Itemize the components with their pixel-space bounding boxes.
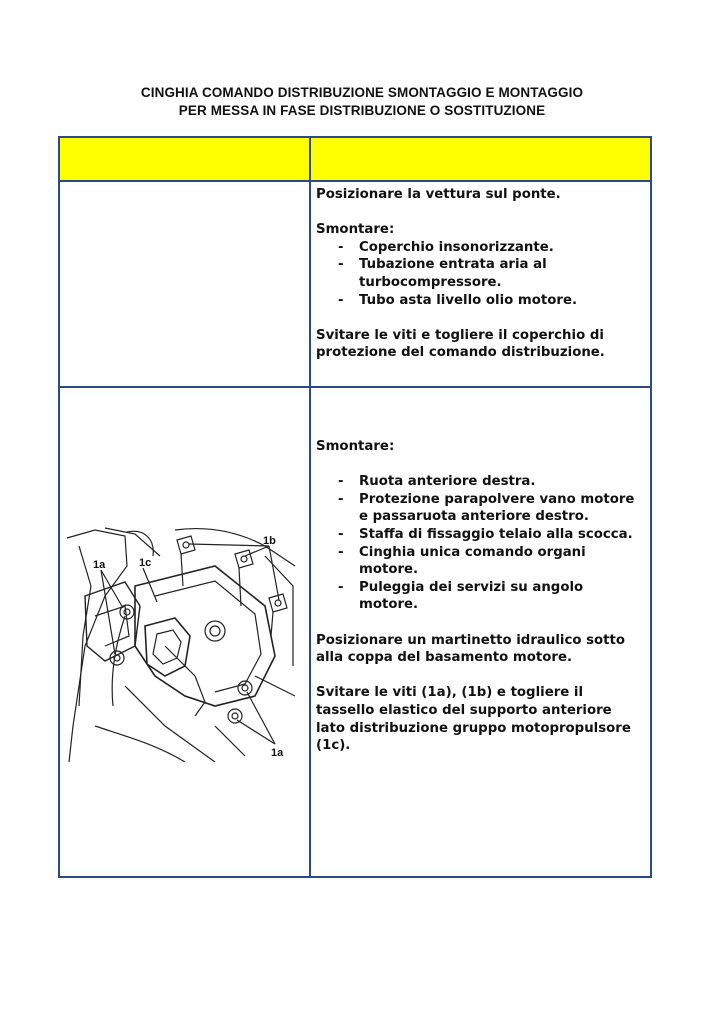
step1-intro: Posizionare la vettura sul ponte. bbox=[316, 187, 561, 202]
list-item: - Tubo asta livello olio motore. bbox=[316, 292, 644, 310]
step1-figure-cell bbox=[59, 181, 310, 387]
step2-text-cell bbox=[310, 387, 651, 877]
header-cell-left bbox=[59, 137, 310, 181]
step2-list bbox=[316, 473, 644, 614]
step1-heading: Smontare: bbox=[316, 222, 395, 238]
step1-closing: Svitare le viti e togliere il coperchio di protezione del comando distribuzione. bbox=[316, 327, 605, 361]
label-1c: 1c bbox=[139, 557, 152, 569]
label-1a-bottom: 1a bbox=[271, 747, 284, 759]
list-item: - Cinghia unica comando organi motore. bbox=[316, 544, 644, 579]
step-row-2 bbox=[59, 387, 651, 877]
document-title bbox=[0, 84, 724, 120]
step1-text-cell bbox=[310, 181, 651, 387]
step2-figure-cell bbox=[59, 387, 310, 877]
list-item: - Puleggia dei servizi su angolo motore. bbox=[316, 579, 644, 614]
list-item: - Protezione parapolvere vano motore e passaruota anteriore destro. bbox=[316, 491, 644, 526]
label-1a-top: 1a bbox=[93, 559, 106, 571]
list-item: - Ruota anteriore destra. bbox=[316, 473, 644, 491]
header-cell-right bbox=[310, 137, 651, 181]
list-item: - Tubazione entrata aria al turbocompressore. bbox=[316, 256, 644, 291]
engine-mount-diagram bbox=[65, 526, 297, 762]
procedure-table bbox=[58, 136, 652, 878]
step2-paragraph-1: Posizionare un martinetto idraulico sotto alla coppa del basamento motore. bbox=[316, 632, 625, 666]
step-row-1 bbox=[59, 181, 651, 387]
header-row bbox=[59, 137, 651, 181]
list-item: - Staffa di fissaggio telaio alla scocca. bbox=[316, 526, 644, 544]
step2-paragraph-2: Svitare le viti (1a), (1b) e togliere il tassello elastico del supporto anteriore lato distribuzione gruppo motopropulsore (1c). bbox=[316, 685, 631, 754]
list-item: - Coperchio insonorizzante. bbox=[316, 239, 644, 257]
title-line-1: CINGHIA COMANDO DISTRIBUZIONE SMONTAGGIO E MONTAGGIO bbox=[140, 85, 584, 100]
step1-list bbox=[316, 239, 644, 309]
title-line-2: PER MESSA IN FASE DISTRIBUZIONE O SOSTITUZIONE bbox=[178, 103, 546, 118]
step2-heading: Smontare: bbox=[316, 439, 395, 454]
label-1b: 1b bbox=[263, 535, 276, 547]
